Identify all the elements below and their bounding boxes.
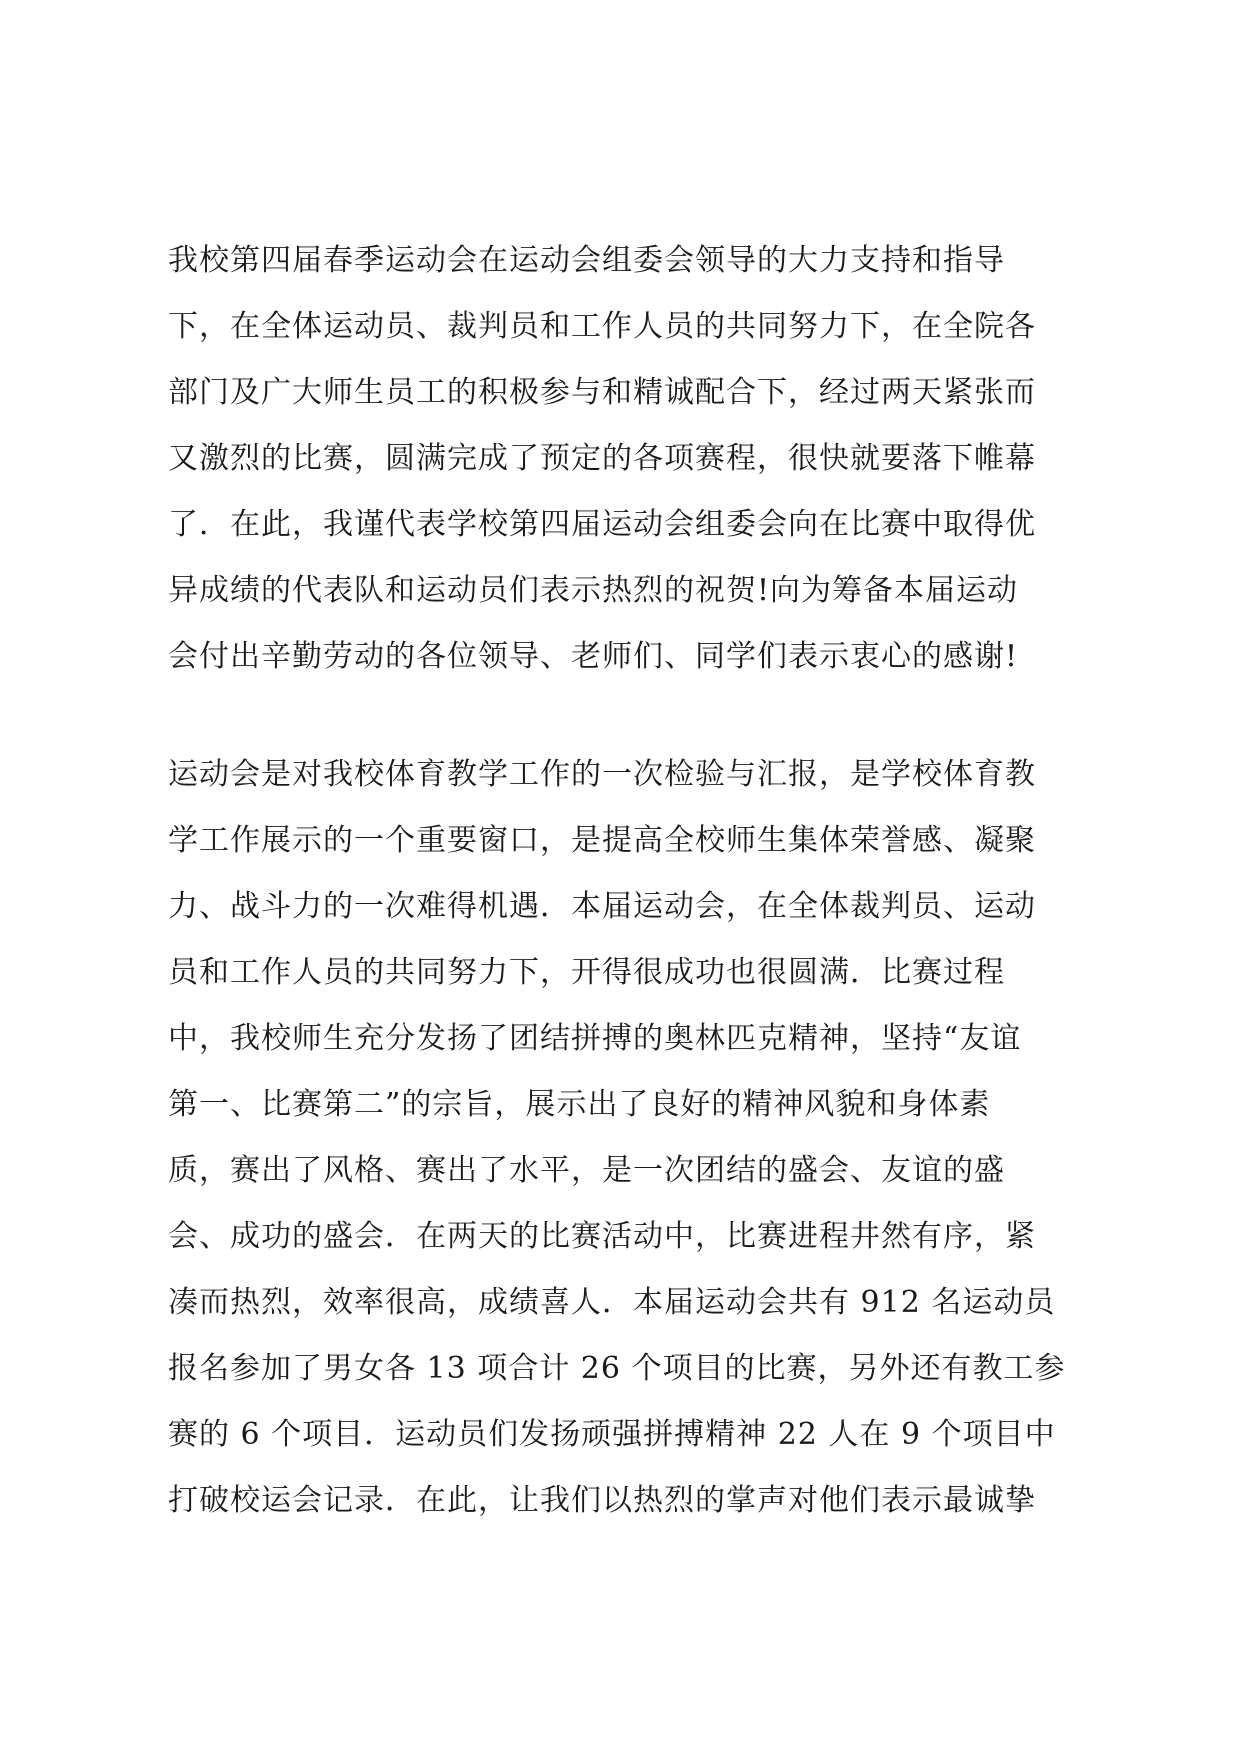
- paragraph-line: 会付出辛勤劳动的各位领导、老师们、同学们表示衷心的感谢!: [168, 639, 1019, 674]
- paragraph-line: 部门及广大师生员工的积极参与和精诚配合下，经过两天紧张而: [168, 375, 1036, 410]
- paragraph-line: 力、战斗力的一次难得机遇．本届运动会，在全体裁判员、运动: [168, 889, 1036, 924]
- paragraph-line: 我校第四届春季运动会在运动会组委会领导的大力支持和指导: [168, 243, 1005, 278]
- paragraph-line: 学工作展示的一个重要窗口，是提高全校师生集体荣誉感、凝聚: [168, 823, 1036, 858]
- paragraph-line: 又激烈的比赛，圆满完成了预定的各项赛程，很快就要落下帷幕: [168, 441, 1036, 476]
- paragraph-line: 会、成功的盛会．在两天的比赛活动中，比赛进程井然有序，紧: [168, 1219, 1036, 1254]
- paragraph-line: 第一、比赛第二”的宗旨，展示出了良好的精神风貌和身体素: [168, 1087, 991, 1122]
- paragraph-line: 质，赛出了风格、赛出了水平，是一次团结的盛会、友谊的盛: [168, 1153, 1005, 1188]
- paragraph-1: [168, 228, 1098, 690]
- paragraph-line: 报名参加了男女各 13 项合计 26 个项目的比赛，另外还有教工参: [168, 1351, 1066, 1386]
- paragraph-line: 下，在全体运动员、裁判员和工作人员的共同努力下，在全院各: [168, 309, 1036, 344]
- paragraph-line: 凑而热烈，效率很高，成绩喜人．本届运动会共有 912 名运动员: [168, 1285, 1056, 1320]
- paragraph-line: 异成绩的代表队和运动员们表示热烈的祝贺!向为筹备本届运动: [168, 573, 1019, 608]
- paragraph-2: [168, 742, 1098, 1534]
- paragraph-line: 员和工作人员的共同努力下，开得很成功也很圆满．比赛过程: [168, 955, 1005, 990]
- paragraph-line: 运动会是对我校体育教学工作的一次检验与汇报，是学校体育教: [168, 757, 1036, 792]
- paragraph-line: 了．在此，我谨代表学校第四届运动会组委会向在比赛中取得优: [168, 507, 1036, 542]
- paragraph-line: 中，我校师生充分发扬了团结拼搏的奥林匹克精神，坚持“友谊: [168, 1021, 1022, 1056]
- paragraph-line: 打破校运会记录．在此，让我们以热烈的掌声对他们表示最诚挚: [168, 1483, 1036, 1518]
- paragraph-line: 赛的 6 个项目．运动员们发扬顽强拼搏精神 22 人在 9 个项目中: [168, 1417, 1056, 1452]
